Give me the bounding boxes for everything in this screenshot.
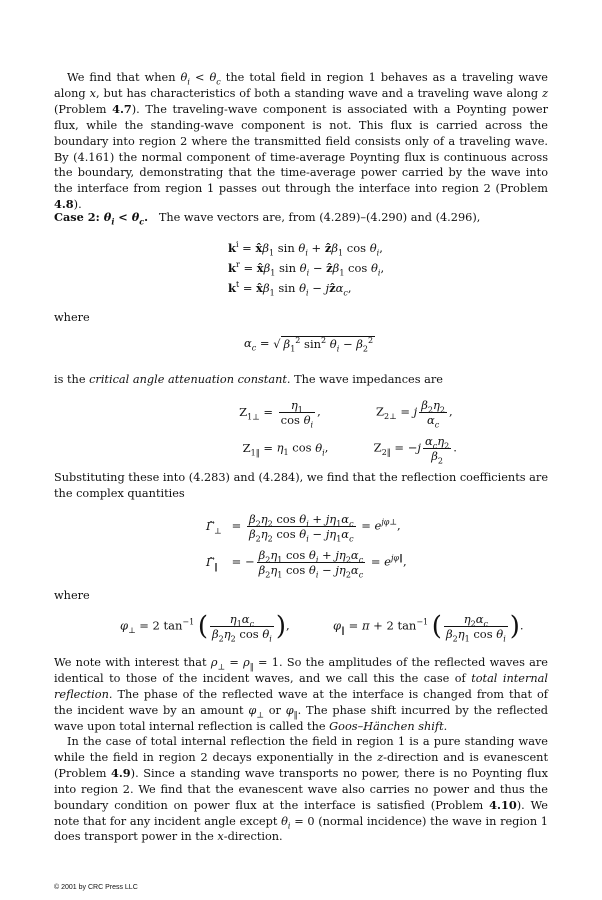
equation-reflection-coefficients: $\Gammã_\perp$ = $\frac{\beta_2\eta_2 \cos \theta_i + j\eta_1\alpha_c}{\beta_2\eta_2 \cos \theta_i - j\eta_1\alpha_c}$ = $e^{j\varphi\perp}$, $\Gammã_‖$ = − $\frac{\beta_2\eta_1 \cos \theta_i + j\eta_2\alpha_c}{\beta_2\eta_1 \cos \theta_i - j\eta_2\alpha_c}$ = $e^{j\varphi‖}$,: [206, 512, 407, 580]
paragraph-evanescent-wave: In the case of total internal reflection the field in region 1 is a pure standing wave while the field in region 2 decays exponentially in the z-direction and is evanescent (Problem 4.9). Since a standing wave transports no power, there is no Poynting flux into region 2. We find that the evanescent wave also carries no power and thus the boundary condition on power flux at the interface is satisfied (Problem 4.10). We note that for any incident angle except $\theta_i = 0$ (normal incidence) the wave in region 1 does transport power in the x-direction.: [54, 735, 548, 844]
case2-heading: Case 2: $\theta_i < \theta_c$. The wave vectors are, from (4.289)–(4.290) and (4.296),: [54, 210, 481, 227]
paragraph-total-internal-reflection: We note with interest that $\rho_\perp = \rho_‖ = 1$. So the amplitudes of the reflected waves are identical to those of the incident waves, and we call this the case of total internal reflection. The phase of the reflected wave at the interface is changed from that of the incident wave by an amount $\varphi_\perp$ or $\varphi_‖$. The phase shift incurred by the reflected wave upon total internal reflection is called the Goos–Hänchen shift.: [54, 656, 548, 733]
where-label-2: where: [54, 589, 90, 602]
copyright-footer: © 2001 by CRC Press LLC: [54, 884, 138, 891]
paragraph-alpha-description: is the critical angle attenuation constant. The wave impedances are: [54, 373, 443, 386]
equation-wave-vectors: $k^i$ = $x̂\beta_1$ $\sin \theta_i$ + ẑβ$_1$ $\cos \theta_i$, $k^r$ = $x̂\beta_1$ $\sin \theta_i$ − ẑβ$_1$ $\cos \theta_i$, $k^t$ = $x̂\beta_1$ $\sin \theta_i$ − jẑα$_c$,: [228, 240, 385, 298]
equation-alpha-c: $\alpha_c$ = √ $\beta_1^2$ $\sin^2 \theta_i - \beta_2^2$: [244, 336, 374, 354]
equation-impedances: $Z_{1\perp}$ = $\frac{\eta_1}{\cos \theta_i}$ , $Z_{2\perp} = j$ $\frac{\beta_2\eta_2}{\alpha_c}$ , $Z_{1‖} = \eta_1$ $\cos \theta_i$, $Z_{2‖} = -j$ $\frac{\alpha_c\eta_2}{\beta_2}$ .: [239, 398, 457, 466]
paragraph-traveling-wave: We find that when $\theta_i < \theta_c$ the total field in region 1 behaves as a traveling wave along x, but has characteristics of both a standing wave and a traveling wave along z (Problem 4.7). The traveling-wave component is associated with a Poynting power flux, while the standing-wave component is not. This flux is carried across the boundary into region 2 where the transmitted field consists only of a traveling wave. By (4.161) the normal component of time-average Poynting flux is continuous across the boundary, demonstrating that the time-average power carried by the wave into the interface from region 1 passes out through the interface into region 2 (Problem 4.8).: [54, 71, 549, 212]
where-label-1: where: [54, 311, 90, 324]
paragraph-substitution: Substituting these into (4.283) and (4.284), we find that the reflection coefficients are the complex quantities: [54, 471, 548, 500]
equation-phase-shifts: $\varphi_\perp = 2$ $\tan^{-1}$ ( $\frac{\eta_1\alpha_c}{\beta_2\eta_2 \cos \theta_i}$ ), $\varphi_‖ = \pi + 2$ $\tan^{-1}$ ( $\frac{\eta_2\alpha_c}{\beta_2\eta_1 \cos \theta_i}$ ).: [120, 611, 524, 644]
